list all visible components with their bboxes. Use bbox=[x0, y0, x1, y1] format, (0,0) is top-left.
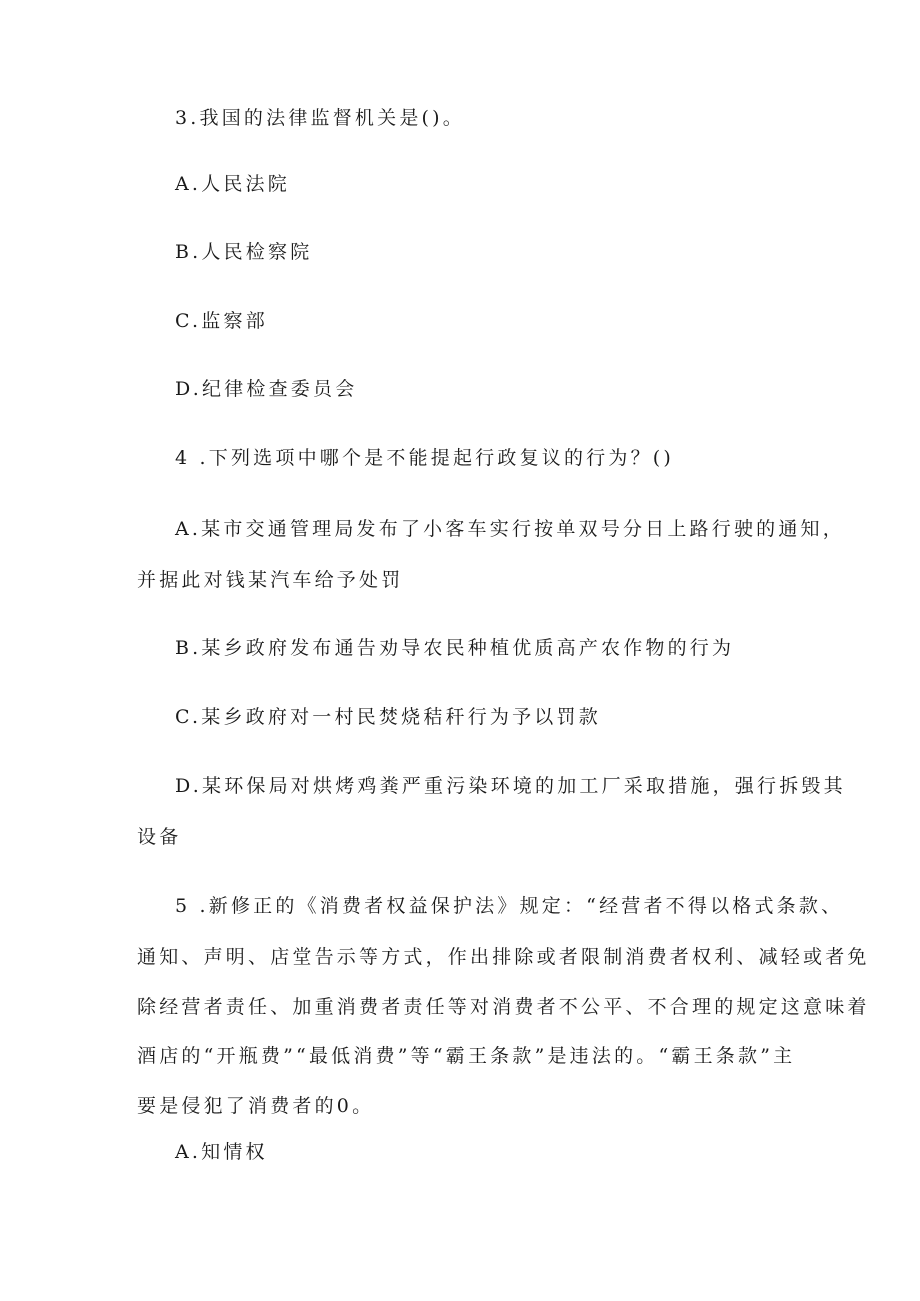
question-5-stem-line-5: 要是侵犯了消费者的0。 bbox=[137, 1095, 375, 1117]
question-5-stem-line-3: 除经营者责任、加重消费者责任等对消费者不公平、不合理的规定这意味着 bbox=[137, 996, 870, 1018]
question-4-stem: 4 .下列选项中哪个是不能提起行政复议的行为？() bbox=[175, 447, 674, 469]
question-3-option-a: A.人民法院 bbox=[175, 173, 290, 195]
question-5-stem-line-2: 通知、声明、店堂告示等方式，作出排除或者限制消费者权利、减轻或者免 bbox=[137, 946, 870, 968]
question-5-stem-line-4: 酒店的“开瓶费”“最低消费”等“霸王条款”是违法的。“霸王条款”主 bbox=[137, 1045, 796, 1067]
question-3-stem: 3.我国的法律监督机关是()。 bbox=[175, 107, 465, 129]
question-4-option-d-line-1: D.某环保局对烘烤鸡粪严重污染环境的加工厂采取措施，强行拆毁其 bbox=[175, 775, 846, 797]
question-4-option-a-line-2: 并据此对钱某汽车给予处罚 bbox=[137, 569, 404, 591]
question-4-option-d-line-2: 设备 bbox=[137, 826, 182, 848]
question-5-option-a: A.知情权 bbox=[175, 1141, 268, 1163]
question-3-option-b: B.人民检察院 bbox=[175, 241, 313, 263]
question-3-option-d: D.纪律检查委员会 bbox=[175, 378, 358, 400]
question-5-stem-line-1: 5 .新修正的《消费者权益保护法》规定：“经营者不得以格式条款、 bbox=[175, 895, 844, 917]
question-4-option-c: C.某乡政府对一村民焚烧秸秆行为予以罚款 bbox=[175, 706, 601, 728]
question-4-option-b: B.某乡政府发布通告劝导农民种植优质高产农作物的行为 bbox=[175, 637, 735, 659]
question-3-option-c: C.监察部 bbox=[175, 310, 268, 332]
question-4-option-a-line-1: A.某市交通管理局发布了小客车实行按单双号分日上路行驶的通知， bbox=[175, 518, 845, 540]
